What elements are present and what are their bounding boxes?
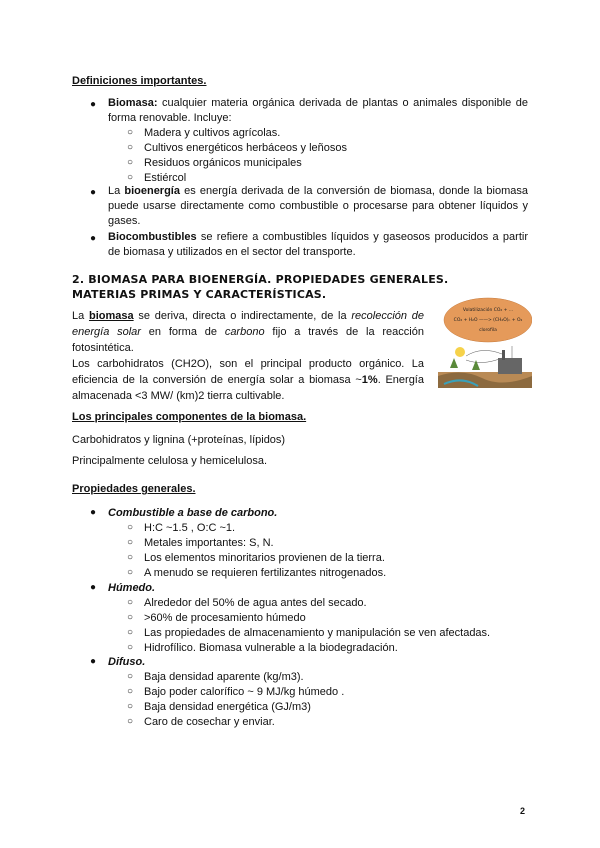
- incluye-item: Residuos orgánicos municipales: [144, 157, 302, 169]
- p1-a: La: [72, 310, 89, 322]
- circle-icon: ○: [127, 716, 134, 727]
- circle-icon: ○: [127, 612, 134, 623]
- prop-item: H:C ~1.5 , O:C ~1.: [144, 522, 236, 534]
- oval-text-1: Volatilización CO₂ + ...: [462, 308, 514, 313]
- paragraph-carbohidratos: [72, 356, 424, 404]
- circle-icon: ○: [127, 701, 134, 712]
- circle-icon: ○: [127, 686, 134, 697]
- sun-icon: [455, 347, 465, 357]
- heading-propiedades: Propiedades generales.: [72, 483, 196, 495]
- plant-icon: [450, 358, 458, 368]
- def-biomasa-text: cualquier materia orgánica derivada de plantas o animales disponible de forma renovable. Incluye:: [108, 97, 528, 124]
- prop-item: Baja densidad energética (GJ/m3): [144, 701, 311, 713]
- componentes-line1: Carbohidratos y lignina (+proteínas, lípidos): [72, 434, 286, 446]
- p2-a: Los carbohidratos (CH2O), son el principal producto orgánico. La eficiencia de la conversión de energía solar a biomasa ~: [72, 358, 424, 386]
- carbono: carbono: [224, 326, 265, 338]
- prop-item: >60% de procesamiento húmedo: [144, 612, 306, 624]
- prop-item: Los elementos minoritarios provienen de la tierra.: [144, 552, 385, 564]
- plant-icon: [472, 360, 480, 370]
- heading-definiciones: Definiciones importantes.: [72, 75, 207, 87]
- bullet-icon: ●: [90, 582, 97, 593]
- circle-icon: ○: [127, 671, 134, 682]
- def-biocombustibles: [108, 230, 528, 260]
- oval-text-3: clorofila: [479, 328, 497, 333]
- circle-icon: ○: [127, 522, 134, 533]
- term-biomasa: Biomasa:: [108, 97, 158, 109]
- bullet-icon: ●: [90, 507, 97, 518]
- circle-icon: ○: [127, 567, 134, 578]
- page-number: 2: [520, 806, 526, 816]
- p2-b: . Energía almacenada <3 MW/ (km)2 tierra cultivable.: [72, 374, 424, 402]
- circle-icon: ○: [127, 552, 134, 563]
- section-title-line1: 2. BIOMASA PARA BIOENERGÍA. PROPIEDADES GENERALES.: [72, 273, 449, 286]
- p1-b: se deriva, directa o indirectamente, de la: [133, 310, 352, 322]
- def-biomasa: [108, 96, 528, 126]
- circle-icon: ○: [127, 157, 134, 168]
- group-title-humedo: Húmedo.: [108, 582, 156, 594]
- p1-d: fijo a través de la reacción fotosintética.: [72, 326, 424, 354]
- circle-icon: ○: [127, 627, 134, 638]
- bullet-icon: ●: [90, 233, 97, 244]
- photosynthesis-figure: [432, 296, 532, 400]
- prop-item: Alrededor del 50% de agua antes del secado.: [144, 597, 367, 609]
- bullet-icon: ●: [90, 656, 97, 667]
- prop-item: Metales importantes: S, N.: [144, 537, 274, 549]
- circle-icon: ○: [127, 642, 134, 653]
- oval-text-2: CO₂ + H₂O ——> (CH₂O)ₙ + O₂: [453, 318, 523, 323]
- def-bioenergia-pre: La: [108, 185, 125, 197]
- paragraph-biomasa: [72, 308, 424, 356]
- circle-icon: ○: [127, 537, 134, 548]
- circle-icon: ○: [127, 142, 134, 153]
- section-title-line2: MATERIAS PRIMAS Y CARACTERÍSTICAS.: [72, 288, 327, 301]
- prop-item: Las propiedades de almacenamiento y manipulación se ven afectadas.: [144, 627, 491, 639]
- prop-item: Caro de cosechar y enviar.: [144, 716, 275, 728]
- factory-icon: [498, 358, 522, 374]
- photosynthesis-illustration: [432, 296, 532, 400]
- def-biocomb-text: se refiere a combustibles líquidos y gaseosos producidos a partir de biomasa y utilizados en el sector del transporte.: [108, 231, 528, 258]
- prop-item: Hidrofílico. Biomasa vulnerable a la biodegradación.: [144, 642, 398, 654]
- circle-icon: ○: [127, 597, 134, 608]
- term-biocombustibles: Biocombustibles: [108, 231, 197, 243]
- term-bioenergia: bioenergía: [124, 185, 180, 197]
- term-biomasa-underlined: biomasa: [88, 310, 134, 322]
- bullet-icon: ●: [90, 99, 97, 110]
- prop-item: Baja densidad aparente (kg/m3).: [144, 671, 304, 683]
- group-title-combustible: Combustible a base de carbono.: [108, 507, 278, 519]
- bullet-icon: ●: [90, 187, 97, 198]
- prop-item: Bajo poder calorífico ~ 9 MJ/kg húmedo .: [144, 686, 345, 698]
- heading-componentes: Los principales componentes de la biomasa.: [72, 411, 307, 423]
- def-bioenergia-text: es energía derivada de la conversión de biomasa, donde la biomasa puede usarse directamente como combustible o procesarse para obtener líquidos y gases.: [108, 185, 528, 227]
- p1-c: en forma de: [140, 326, 225, 338]
- def-bioenergia: [108, 184, 528, 229]
- group-title-difuso: Difuso.: [108, 656, 146, 668]
- incluye-item: Estiércol: [144, 172, 187, 184]
- circle-icon: ○: [127, 127, 134, 138]
- recoleccion-energia-solar: recolección de energía solar: [72, 310, 424, 338]
- prop-item: A menudo se requieren fertilizantes nitrogenados.: [144, 567, 387, 579]
- eficiencia-percent: 1%: [361, 374, 378, 386]
- componentes-line2: Principalmente celulosa y hemicelulosa.: [72, 455, 268, 467]
- incluye-item: Madera y cultivos agrícolas.: [144, 127, 281, 139]
- chimney-icon: [502, 350, 505, 360]
- circle-icon: ○: [127, 172, 134, 183]
- incluye-item: Cultivos energéticos herbáceos y leñosos: [144, 142, 348, 154]
